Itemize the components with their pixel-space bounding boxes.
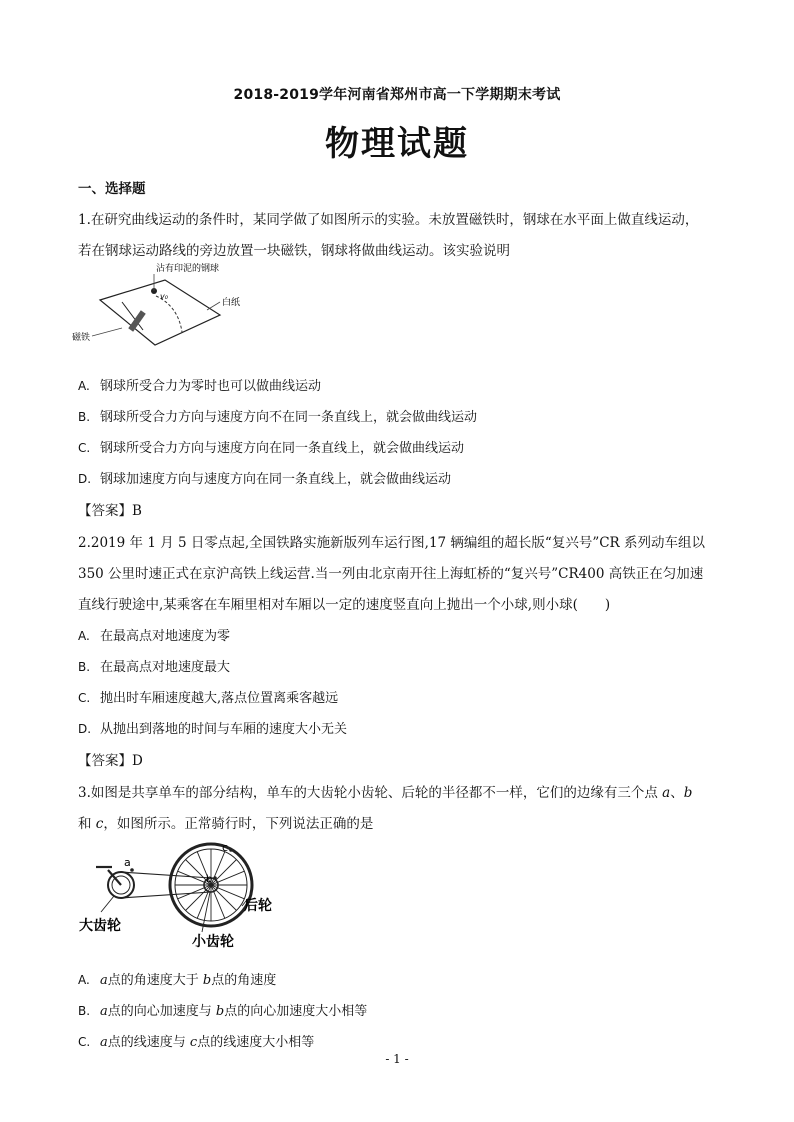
rear-wheel <box>170 844 252 926</box>
q3-option-c: C. a点的线速度与 c点的线速度大小相等 <box>78 1035 315 1050</box>
magnet-leader <box>92 328 122 336</box>
q2-option-d: D. 从抛出到落地的时间与车厢的速度大小无关 <box>78 722 348 737</box>
label-point-c: c <box>222 841 229 854</box>
section-heading: 一、选择题 <box>78 181 146 197</box>
wheel-spokes <box>175 849 247 921</box>
label-point-a: a <box>124 856 131 869</box>
page-number: - 1 - <box>385 1052 409 1066</box>
point-b <box>213 876 217 880</box>
q1-option-b: B. 钢球所受合力方向与速度方向不在同一条直线上，就会做曲线运动 <box>78 410 478 425</box>
q1-option-a: A. 钢球所受合力为零时也可以做曲线运动 <box>78 379 322 394</box>
q3-stem-line2: 和 c，如图所示。正常骑行时，下列说法正确的是 <box>78 816 374 832</box>
label-rear-wheel: 后轮 <box>244 898 272 914</box>
q1-stem-line2: 若在钢球运动路线的旁边放置一块磁铁，钢球将做曲线运动。该实验说明 <box>78 243 510 259</box>
label-v0: v₀ <box>160 292 168 301</box>
label-big-gear: 大齿轮 <box>79 918 121 934</box>
path-curved <box>156 296 182 332</box>
label-ball: 沾有印泥的钢球 <box>156 264 220 274</box>
q3-stem-line1: 3.如图是共享单车的部分结构，单车的大齿轮小齿轮、后轮的半径都不一样，它们的边缘有三个点 a、b <box>78 785 693 801</box>
label-point-b: b <box>206 874 213 885</box>
q2-option-a: A. 在最高点对地速度为零 <box>78 629 231 644</box>
label-paper: 白纸 <box>222 298 241 308</box>
q2-option-c: C. 抛出时车厢速度越大,落点位置离乘客越远 <box>78 691 339 706</box>
big-gear-leader <box>101 896 114 912</box>
label-small-gear: 小齿轮 <box>192 934 234 950</box>
q1-option-d: D. 钢球加速度方向与速度方向在同一条直线上，就会做曲线运动 <box>78 472 452 487</box>
point-c <box>229 848 233 852</box>
exam-title: 物理试题 <box>325 124 469 164</box>
q1-figure-magnet-experiment <box>70 260 270 360</box>
label-magnet: 磁铁 <box>72 333 91 343</box>
q3-figure-bicycle-gears <box>74 840 284 955</box>
q3-option-b: B. a点的向心加速度与 b点的向心加速度大小相等 <box>78 1004 368 1019</box>
paper-sheet <box>100 280 220 345</box>
q2-stem-line1: 2.2019 年 1 月 5 日零点起,全国铁路实施新版列车运行图,17 辆编组的超长版“复兴号”CR 系列动车组以 <box>78 535 706 551</box>
paper-leader <box>207 302 220 310</box>
exam-subtitle: 2018-2019学年河南省郑州市高一下学期期末考试 <box>233 87 561 103</box>
q2-option-b: B. 在最高点对地速度最大 <box>78 660 231 675</box>
q1-option-c: C. 钢球所受合力方向与速度方向在同一条直线上，就会做曲线运动 <box>78 441 465 456</box>
q3-option-a: A. a点的角速度大于 b点的角速度 <box>78 973 277 988</box>
chain-bottom <box>121 892 211 898</box>
chain-top <box>121 872 211 878</box>
q2-answer: 【答案】D <box>78 753 143 769</box>
q2-stem-line3: 直线行驶途中,某乘客在车厢里相对车厢以一定的速度竖直向上抛出一个小球,则小球( ) <box>78 597 611 613</box>
q1-stem-line1: 1.在研究曲线运动的条件时，某同学做了如图所示的实验。未放置磁铁时，钢球在水平面上做直线运动， <box>78 212 699 228</box>
q2-stem-line2: 350 公里时速正式在京沪高铁上线运营.当一列由北京南开往上海虹桥的“复兴号”CR400 高铁正在匀加速 <box>78 566 704 582</box>
q1-answer: 【答案】B <box>78 503 142 519</box>
